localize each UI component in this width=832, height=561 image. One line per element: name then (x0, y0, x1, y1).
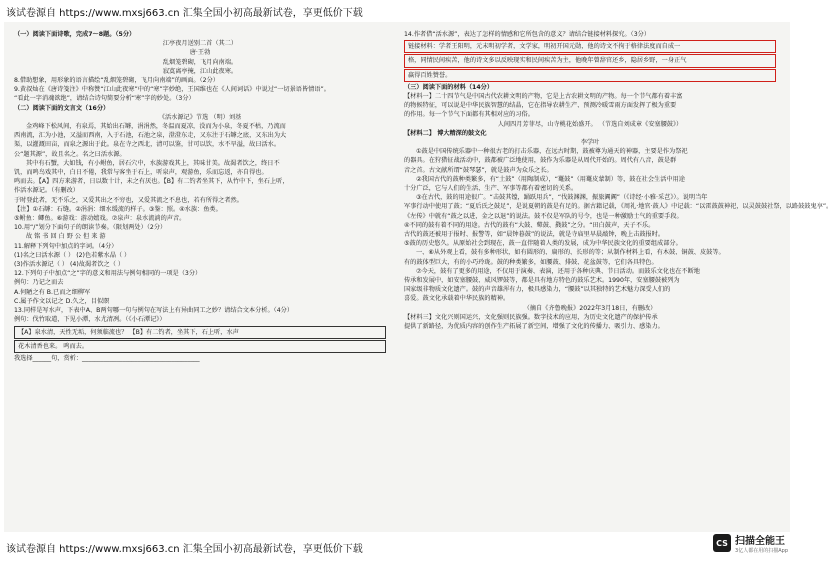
text-line: （三）阅读下面的材料（14分） (404, 83, 494, 91)
text-line: ⑤鲋鱼：鲫鱼。⑥游戏：游动嬉戏。⑦泉声：泉水流淌的声音。 (14, 215, 186, 223)
watermark-top: 该试卷源自 https://www.mxsj663.cn 汇集全国小初高最新试卷，享更低价下载 (6, 8, 363, 19)
text-line: 人间四月芳菲尽，山寺桃花始盛开。 （节选自刘成章《安塞腰鼓》） (497, 120, 683, 128)
text-line: 一、⑥从外观上看，鼓有多种形状，如有圆形的、扁形的、长形的等；从制作材料上看，有木鼓、铜鼓、皮鼓等。 (416, 249, 725, 257)
text-line: ①鼓是中国传统乐器中一种很古老的打击乐器，在远古时期，鼓被尊为通天的神器，主要是作为祭祀 (416, 148, 688, 156)
text-line: （摘自《齐鲁晚报》2022年3月18日，有删改） (523, 304, 657, 312)
text-line: 故 铭 书 回 白 野 公 但 来 游 (26, 233, 106, 241)
text-line: 的作用。每一个节气下面都有其相对应的习俗。 (404, 111, 534, 119)
text-line: 饥，而鸣鸟戏其中，白日不倦，我常与客坐于石上，听泉声，观游鱼，乐而忘返，亦自得也。 (14, 169, 268, 177)
text-line: 古代的鼓还被用于报时、报警等，如“晨钟暮鼓”的说法，就是寺庙里早晨敲钟，晚上击鼓报时。 (404, 231, 665, 239)
text-line: 江亭夜月送别二首（其二） (162, 40, 238, 48)
text-line: (1)名之曰活水源（ ） (2)色若紫水晶（ ） (14, 251, 131, 259)
text-line: 花木清香也来。 鸣而去。 (14, 340, 386, 353)
text-line: 【A】泉水清，天性无垢，何须临流也？ 【B】有二钓者，坐其下，石上听，水声 (14, 326, 386, 339)
text-line: ③在古代，鼓的用途很广。“击鼓其镗，踊跃用兵”，“伐鼓渊渊，振旅阗阗”（《诗经·小雅·采芑》）。说明当年 (416, 194, 708, 202)
text-line: 金鸡峰下松风间，有泉焉，其始出石罅，涓涓然，冬温而夏凉，没而为小泉，冬夏不枯，乃流而 (26, 123, 286, 131)
text-line: C.属予作文以记之 D.久之，目似瞑 (14, 297, 110, 305)
exam-paper (4, 22, 832, 532)
right-column (404, 30, 832, 331)
text-line: 十分广泛，它与人们的生活、生产、军事等都有着密切的关系。 (404, 185, 578, 193)
text-line: 唐·王勃 (189, 49, 211, 57)
text-line: 我选择______句，赏析：______________________________________ (14, 354, 200, 362)
text-line: 例句：伐竹取道，下见小潭，水尤清冽。（《小石潭记》） (14, 316, 166, 324)
text-line: 国家级非物质文化遗产。鼓的声音雄浑有力，极具感染力，“腰鼓”以其独特的艺术魅力深受人们的 (404, 286, 671, 294)
text-line: 9.黄叔灿在《唐诗笺注》中称赞“江山此夜寒”中的“寒”字妙绝，王国维也在《人间词话》中说过“一切景语皆情语”。 (14, 86, 330, 94)
scanner-tagline: 3亿人都在用的扫描App (735, 548, 788, 554)
text-line: ④不同的鼓有着不同的用途。古代的鼓有“大鼓、鼙鼓、鼗鼓”之分。“田白鼓声，天子不乐。 (404, 221, 655, 229)
text-line: 李学叶 (580, 139, 600, 147)
left-column (14, 30, 386, 363)
text-line: 8.借助想象，用形象的语言描绘“乱烟笼碧砌，飞月向南端”的画面。（2分） (14, 77, 219, 85)
text-line: 10.用“/”划分下面句子的朗读节奏。（限划两处）（2分） (14, 224, 167, 232)
text-line: 《左传》中就有“鼓之以进，金之以退”的说法。鼓不仅是军队的号令，也是一种激励士气的重要手段。 (404, 212, 683, 220)
text-line: （二）阅读下面的文言文（16分） (14, 104, 110, 112)
camscanner-logo-icon: CS (713, 534, 731, 552)
text-line: “看此一字消魂欲绝”，请结合诗句简要分析“寒”字的妙处。（3分） (14, 95, 195, 103)
text-line: 渠，以灌溉田亩，而泉之源出于此。泉在寺之西北，清可以鉴，甘可以饮，水不旱溢，故曰活水。 (14, 141, 281, 149)
text-line: 公“题其源”，故且名之。名之曰活水源。 (14, 150, 126, 158)
text-line: 13.同样是写水声，下表中A、B两句哪一句与例句在写法上有异曲同工之妙？请结合文本分析。（4分） (14, 307, 294, 315)
text-line: A.何陋之有 B.已而之细柳军 (14, 288, 91, 296)
text-line: 的器具。在狩猎征战活动中，鼓都被广泛地使用，鼓作为乐器是从周代开始的。周代有八音，鼓是群 (404, 157, 677, 165)
watermark-bottom: 该试卷源自 https://www.mxsj663.cn 汇集全国小初高最新试卷，享更低价下载 (6, 544, 363, 555)
text-line: ②我国古代的鼓种类繁多，有“土鼓”（用陶制成），“鼍鼓”（用鼍皮蒙制）等，鼓在社会生活中用途 (416, 175, 685, 183)
text-line: 其中有石蟹，大如钱，有小鲋鱼，居石穴中，水族游戏其上，其味甘美。故渴者饮之，终日不 (26, 159, 280, 167)
text-line: 音之首。古文献所谓“鼓琴瑟”，就是鼓声为众乐之长。 (404, 166, 553, 174)
text-line: 【材料一】二十四节气是中国古代农耕文明的产物，它是上古农耕文明的产物。每一个节气都有着丰富 (404, 93, 683, 101)
scanner-badge (713, 532, 788, 554)
text-line: 例句：乃记之而去 (14, 279, 64, 287)
text-line: 【注】①石罅：石缝。②涓涓：细水缓流的样子。③鉴：照。④水族：鱼类。 (14, 205, 222, 213)
text-line: （一）阅读下面诗歌，完成7～8题。（5分） (14, 31, 136, 38)
text-line: 【材料三】文化兴则国运兴，文化强则民族强。数字技术的应用，为历史文化遗产的保护传承 (404, 313, 658, 321)
text-line: 链接材料：学者王阳明，元末明初学者，文学家，明初开国元勋，他的诗文不拘于格律法度而自成一 (404, 40, 776, 53)
text-line: 的物候特征，可以说是中华民族智慧的结晶，它在指导农耕生产、预测冷暖雪雨方面发挥了极为重要 (404, 102, 677, 110)
text-line: 提供了新路径，为优质内容的创作生产拓展了新空间，增强了文化的传播力、吸引力、感染力。 (404, 323, 664, 331)
text-line: 寂寞离亭掩，江山此夜寒。 (162, 67, 238, 75)
text-line: 格，同情民间疾苦，他的诗文多以反映现实和民间疾苦为主，他晚年曾辞官还乡，隐居乡野，一身正气 (404, 54, 776, 67)
text-line: 喜爱。鼓文化承载着中华民族的精神。 (404, 295, 510, 303)
text-line: 14.作者借“活水源”，表达了怎样的情感和它所包含的意义？请结合链接材料探究。（3分） (404, 31, 651, 38)
text-line: 军事行动中使用了鼓；“夏后氏之鼓足”，是说夏朝的鼓是有足的。据古籍记载，《周礼·地官·鼓人》中记载：“以雷鼓鼓神祀，以灵鼓鼓社祭，以路鼓鼓鬼享”。 (404, 203, 832, 211)
text-line: 鸣而去。【A】四方来游者，日以数十计，未之有厌也。【B】有二钓者坐其下，从竹中下，坐石上听， (14, 178, 289, 186)
text-line: 有的鼓体型巨大，有的小巧玲珑。鼓的种类繁多，如腰鼓、排鼓、花盆鼓等，它们各具特色。 (404, 258, 658, 266)
text-line: 于时登此者，无不乐之，又爱其出之不穷也，又爱其流之不息也，若有所得之者然。 (14, 196, 243, 204)
text-line: 西南流，汇为小池，又溢而西南，入于石池，石池之泉，澄澄东走，又东注于石罅之底，又东出为大 (14, 132, 287, 140)
text-line: 作活水源记。（有删改） (14, 187, 79, 195)
text-line: 11.解释下列句中加点的字词。（4分） (14, 242, 118, 250)
text-line: ⑤鼓的历史悠久。从原始社会到现在，鼓一直伴随着人类的发展，成为中华民族文化的重要组成部分。 (404, 240, 682, 248)
text-line: 传承和发展中，如安塞腰鼓、威风锣鼓等，都是具有地方特色的鼓乐艺术。1990年，安塞腰鼓被列为 (404, 277, 680, 285)
text-line: 赢得百姓赞誉。 (404, 69, 776, 82)
text-line: 乱烟笼碧砌，飞月向南端。 (162, 58, 238, 66)
scanner-name: 扫描全能王 (735, 536, 786, 547)
text-line: 12.下列句子中加点“之”字的意义和用法与例句相同的一项是（3分） (14, 270, 202, 278)
text-line: 【材料二】 博大精深的鼓文化 (404, 129, 487, 137)
text-line: (3)作活水源记（ ） (4)故渴者饮之（ ） (14, 261, 125, 269)
text-line: ⑦今天，鼓有了更多的用途，不仅用于演奏、表演，还用于各种庆典、节日活动。而鼓乐文化也在不断地 (416, 267, 700, 275)
text-line: 《活水源记》节选 （明）刘基 (158, 113, 242, 121)
